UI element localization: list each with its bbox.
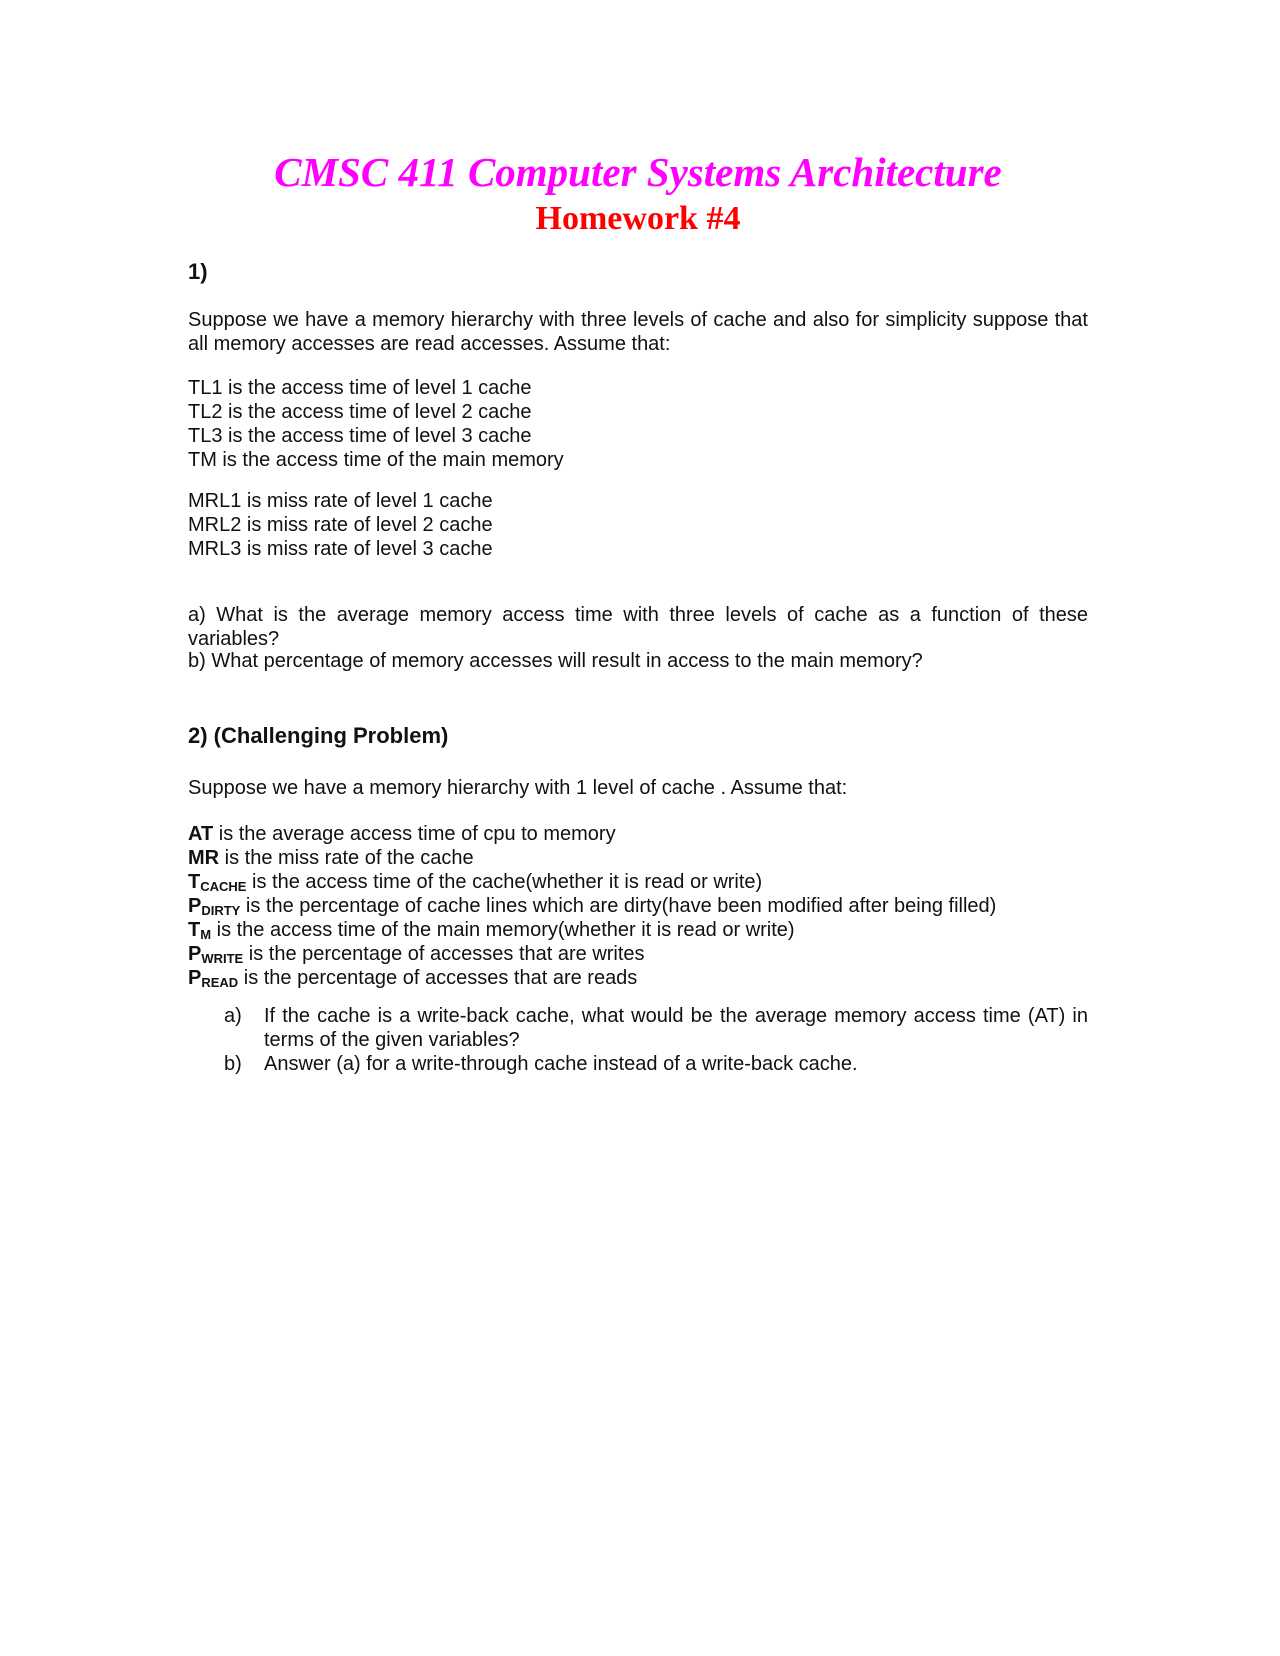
q1-part-b: b) What percentage of memory accesses will result in access to the main memory? — [188, 650, 923, 672]
q1-def-tl1: TL1 is the access time of level 1 cache — [188, 377, 532, 399]
var-pread: P — [188, 967, 202, 989]
q2-def-tcache: $T_{CACHE}$ is the access time of the cache(whether it is read or write) — [188, 871, 763, 894]
q1-def-mrl2: MRL2 is miss rate of level 2 cache — [188, 514, 493, 536]
var-tm: T — [188, 919, 201, 941]
q2-part-b-marker: b) — [224, 1053, 242, 1075]
q2-part-a-marker: a) — [224, 1005, 242, 1027]
q2-def-pread: $P_{READ}$ is the percentage of accesses that are reads — [188, 967, 638, 990]
q2-parts-list — [188, 1004, 1088, 1076]
document-subtitle: Homework #4 — [535, 200, 741, 237]
q1-heading: 1) — [188, 259, 208, 284]
q2-def-pdirty: $P_{DIRTY}$ is the percentage of cache lines which are dirty(have been modified after being filled) — [188, 895, 997, 918]
q1-part-a: a) What is the average memory access time with three levels of cache as a function of these variables? — [188, 604, 1088, 650]
q1-miss-definitions — [188, 489, 1088, 561]
q2-def-mr: MR is the miss rate of the cache — [188, 847, 474, 869]
var-at: AT — [188, 823, 214, 845]
q1-def-mrl1: MRL1 is miss rate of level 1 cache — [188, 490, 493, 512]
q1-def-tl2: TL2 is the access time of level 2 cache — [188, 401, 532, 423]
q2-intro: Suppose we have a memory hierarchy with 1 level of cache . Assume that: — [188, 777, 848, 799]
q2-part-b-text: Answer (a) for a write-through cache instead of a write-back cache. — [264, 1053, 858, 1075]
q2-definitions — [188, 822, 1088, 990]
var-tcache: T — [188, 871, 201, 893]
q1-time-definitions — [188, 376, 1088, 472]
var-pwrite: P — [188, 943, 202, 965]
q2-def-pwrite: $P_{WRITE}$ is the percentage of accesses that are writes — [188, 943, 645, 966]
q2-part-b — [188, 1052, 1088, 1076]
q1-intro: Suppose we have a memory hierarchy with three levels of cache and also for simplicity suppose that all memory accesses are read accesses. Assume that: — [188, 309, 1088, 355]
q1-def-tm: TM is the access time of the main memory — [188, 449, 564, 471]
q1-def-mrl3: MRL3 is miss rate of level 3 cache — [188, 538, 493, 560]
document-title: CMSC 411 Computer Systems Architecture — [274, 149, 1002, 195]
q2-def-tm: $T_M$ is the access time of the main memory(whether it is read or write) — [188, 919, 795, 942]
var-mr: MR — [188, 847, 220, 869]
q2-heading: 2) (Challenging Problem) — [188, 723, 449, 748]
q2-part-a — [188, 1004, 1088, 1052]
q2-part-a-text: If the cache is a write-back cache, what would be the average memory access time (AT) in terms of the given variables? — [264, 1005, 1088, 1051]
var-pdirty: P — [188, 895, 202, 917]
q1-def-tl3: TL3 is the access time of level 3 cache — [188, 425, 532, 447]
q2-def-at: AT is the average access time of cpu to memory — [188, 823, 616, 845]
